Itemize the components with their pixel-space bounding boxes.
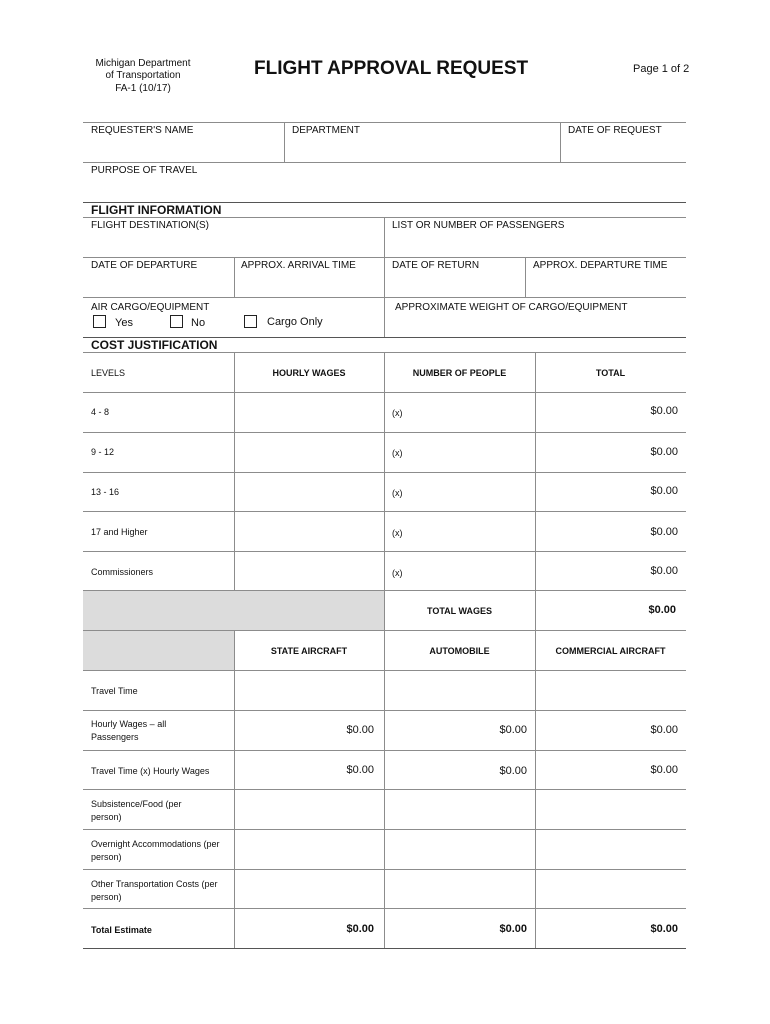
level-total: $0.00 [650,446,678,458]
level-label: Commissioners [91,567,154,577]
destinations-label: FLIGHT DESTINATION(S) [91,220,209,231]
arrival-time-field[interactable] [235,273,383,296]
hourly-wages-header: HOURLY WAGES [272,368,346,378]
rule [83,710,686,711]
cargo-yes-checkbox[interactable] [93,315,106,328]
hourly-wages-input[interactable] [235,393,383,431]
passengers-label: LIST OR NUMBER OF PASSENGERS [392,220,565,231]
commercial-aircraft-header: COMMERCIAL AIRCRAFT [555,646,666,656]
department-field[interactable] [285,138,559,161]
hourly-wages-commercial: $0.00 [650,724,678,736]
accommodations-state-input[interactable] [235,830,383,868]
other-transport-commercial-input[interactable] [536,870,685,908]
rule [83,908,686,909]
divider [384,352,385,590]
purpose-field[interactable] [84,178,685,201]
travel-time-auto-input[interactable] [385,671,534,709]
multiplier-label: (x) [392,528,403,538]
cargo-only-label: Cargo Only [267,316,323,328]
subsistence-auto-input[interactable] [385,790,534,828]
number-of-people-input[interactable] [405,433,533,471]
rule [83,472,686,473]
row-label: Hourly Wages – all Passengers [91,719,167,742]
departure-date-field[interactable] [84,273,233,296]
multiplier-label: (x) [392,568,403,578]
total-wages-value: $0.00 [648,604,676,616]
cargo-label: AIR CARGO/EQUIPMENT [91,302,210,313]
total-header: TOTAL [595,368,626,378]
rule [83,432,686,433]
requester-name-label: REQUESTER'S NAME [91,125,194,136]
department-label: DEPARTMENT [292,125,360,136]
number-of-people-input[interactable] [405,393,533,431]
cargo-no-checkbox[interactable] [170,315,183,328]
rule [83,511,686,512]
level-label: 4 - 8 [91,407,110,417]
hourly-wages-input[interactable] [235,473,383,511]
row-label: Overnight Accommodations (per person) [91,839,220,862]
return-date-label: DATE OF RETURN [392,260,480,271]
shaded-cell [83,631,234,670]
cargo-no-label: No [191,317,206,329]
passengers-field[interactable] [385,233,685,256]
cargo-yes-label: Yes [115,317,133,329]
total-estimate-label: Total Estimate [91,925,152,935]
travel-cost-auto: $0.00 [499,765,527,777]
rule [83,162,686,163]
travel-time-commercial-input[interactable] [536,671,685,709]
row-label: Subsistence/Food (per person) [91,799,182,822]
purpose-label: PURPOSE OF TRAVEL [91,165,198,176]
multiplier-label: (x) [392,488,403,498]
number-of-people-input[interactable] [405,512,533,550]
flight-info-heading: FLIGHT INFORMATION [91,203,222,217]
level-total: $0.00 [650,526,678,538]
other-transport-state-input[interactable] [235,870,383,908]
hourly-wages-input[interactable] [235,433,383,471]
subsistence-state-input[interactable] [235,790,383,828]
level-total: $0.00 [650,485,678,497]
total-estimate-auto: $0.00 [499,923,527,935]
cost-justification-heading: COST JUSTIFICATION [91,338,218,352]
return-date-field[interactable] [385,273,524,296]
rule [83,122,686,123]
level-total: $0.00 [650,565,678,577]
agency-name-line2: of Transportation [105,70,181,81]
departure-time-label: APPROX. DEPARTURE TIME [533,260,668,271]
requester-name-field[interactable] [84,138,283,161]
state-aircraft-header: STATE AIRCRAFT [270,646,348,656]
date-of-request-field[interactable] [561,138,685,161]
row-label: Travel Time [91,686,138,696]
departure-date-label: DATE OF DEPARTURE [91,260,198,271]
table-bottom-rule [83,948,686,949]
rule [83,750,686,751]
travel-time-state-input[interactable] [235,671,383,709]
row-label: Travel Time (x) Hourly Wages [91,766,210,776]
arrival-time-label: APPROX. ARRIVAL TIME [241,260,356,271]
divider [535,352,536,630]
hourly-wages-auto: $0.00 [499,724,527,736]
level-label: 9 - 12 [91,447,115,457]
form-id: FA-1 (10/17) [115,83,171,94]
travel-cost-commercial: $0.00 [650,764,678,776]
agency-name-line1: Michigan Department [95,58,191,69]
accommodations-commercial-input[interactable] [536,830,685,868]
number-of-people-input[interactable] [405,552,533,590]
total-estimate-commercial: $0.00 [650,923,678,935]
travel-cost-state: $0.00 [346,764,374,776]
rule [83,392,686,393]
levels-header: LEVELS [91,368,126,378]
page-number: Page 1 of 2 [633,63,690,75]
weight-field[interactable] [385,315,685,336]
weight-label: APPROXIMATE WEIGHT OF CARGO/EQUIPMENT [395,302,628,313]
accommodations-auto-input[interactable] [385,830,534,868]
multiplier-label: (x) [392,448,403,458]
destinations-field[interactable] [84,233,383,256]
total-wages-label: TOTAL WAGES [426,606,492,616]
hourly-wages-state: $0.00 [346,724,374,736]
row-label: Other Transportation Costs (per person) [91,879,218,902]
total-estimate-state: $0.00 [346,923,374,935]
other-transport-auto-input[interactable] [385,870,534,908]
hourly-wages-input[interactable] [235,552,383,590]
shaded-cell [83,591,384,630]
automobile-header: AUTOMOBILE [429,646,490,656]
number-of-people-header: NUMBER OF PEOPLE [412,368,507,378]
number-of-people-input[interactable] [405,473,533,511]
rule [83,551,686,552]
cargo-only-checkbox[interactable] [244,315,257,328]
subsistence-commercial-input[interactable] [536,790,685,828]
level-label: 17 and Higher [91,527,148,537]
level-total: $0.00 [650,405,678,417]
hourly-wages-input[interactable] [235,512,383,550]
date-of-request-label: DATE OF REQUEST [568,125,662,136]
multiplier-label: (x) [392,408,403,418]
level-label: 13 - 16 [91,487,120,497]
departure-time-field[interactable] [526,273,685,296]
form-title: FLIGHT APPROVAL REQUEST [254,58,529,79]
